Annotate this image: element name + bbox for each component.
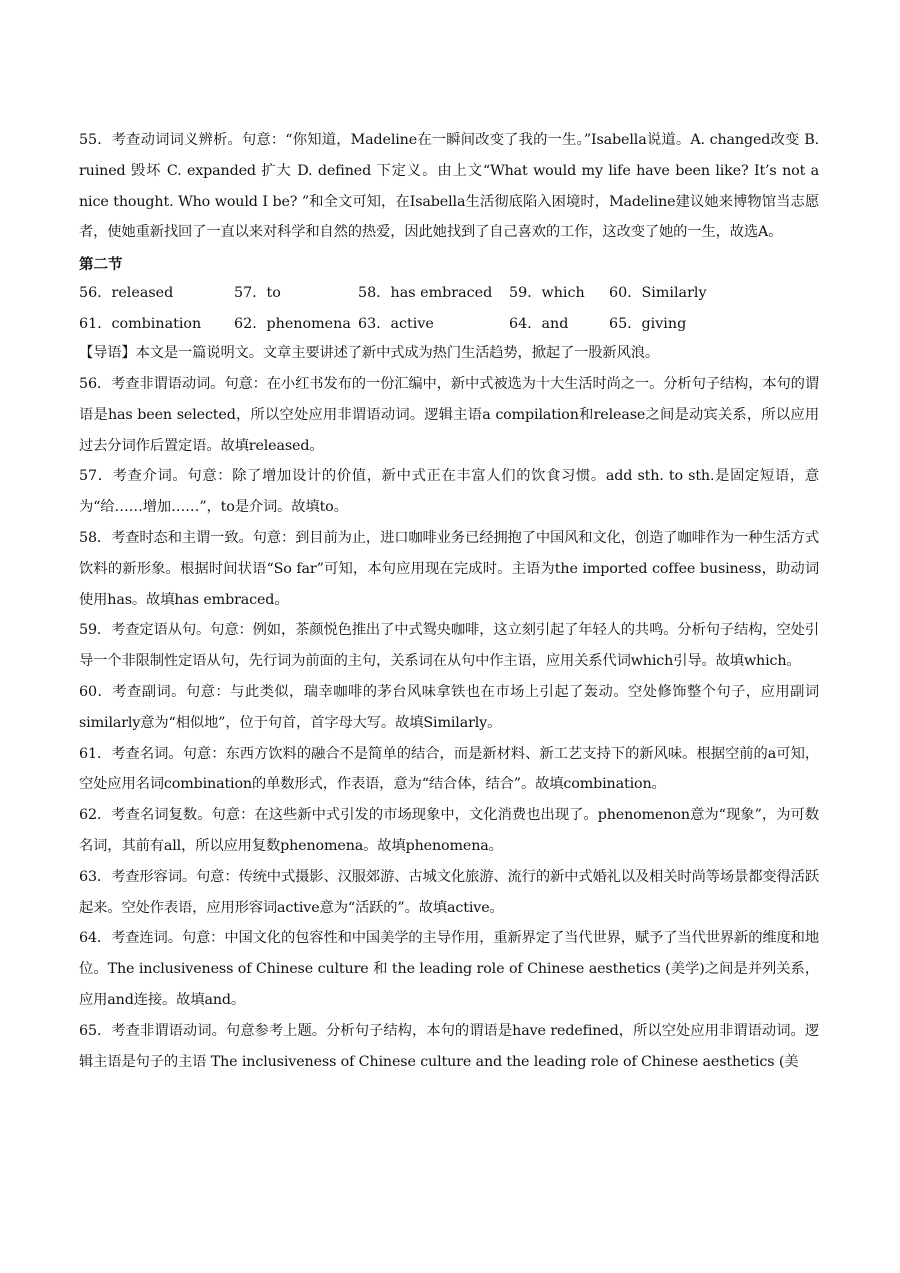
explanation-q58: 58．考查时态和主谓一致。句意：到目前为止，进口咖啡业务已经拥抱了中国风和文化，创造了咖啡作为一种生活方式饮料的新形象。根据时间状语“So far”可知，本句应用现在完成时。主语为the imported coffee business，助动词使用has。故填has embraced。 (79, 529, 819, 608)
explanation-q55: 55．考查动词词义辨析。句意：“你知道，Madeline在一瞬间改变了我的一生。”Isabella说道。A. changed改变 B. ruined 毁坏 C. expanded 扩大 D. defined 下定义。由上文“What would my life have been like? It’s not a nice thought. Who would I be? ”和全文可知，在Isabella生活彻底陷入困境时，Madeline建议她来博物馆当志愿者，使她重新找回了一直以来对科学和自然的热爱，因此她找到了自己喜欢的工作，这改变了她的一生，故选A。 (79, 132, 819, 241)
explanation-q61: 61．考查名词。句意：东西方饮料的融合不是简单的结合，而是新材料、新工艺支持下的新风味。根据空前的a可知，空处应用名词combination的单数形式，作表语，意为“结合体，结合”。故填combination。 (79, 745, 819, 793)
answer-64: 64．and (509, 315, 569, 332)
section-heading: 第二节 (79, 257, 123, 274)
answer-65: 65．giving (609, 315, 687, 332)
answer-row (79, 307, 819, 338)
answer-56: 56．released (79, 284, 174, 301)
explanation-q65: 65．考查非谓语动词。句意参考上题。分析句子结构，本句的谓语是have redefined，所以空处应用非谓语动词。逻辑主语是句子的主语 The inclusiveness of Chinese culture and the leading role of Chinese aesthetics (美 (79, 1022, 819, 1070)
explanation-q56: 56．考查非谓语动词。句意：在小红书发布的一份汇编中，新中式被选为十大生活时尚之一。分析句子结构，本句的谓语是has been selected，所以空处应用非谓语动词。逻辑主语a compilation和release之间是动宾关系，所以应用过去分词作后置定语。故填released。 (79, 375, 819, 454)
answer-62: 62．phenomena (234, 315, 351, 332)
answer-61: 61．combination (79, 315, 202, 332)
answer-57: 57．to (234, 284, 281, 301)
answer-key (79, 276, 819, 338)
passage-guide: 【导语】本文是一篇说明文。文章主要讲述了新中式成为热门生活趋势，掀起了一股新风浪。 (79, 345, 660, 362)
explanation-q62: 62．考查名词复数。句意：在这些新中式引发的市场现象中，文化消费也出现了。phenomenon意为“现象”，为可数名词，其前有all，所以应用复数phenomena。故填phenomena。 (79, 807, 819, 854)
explanation-q57: 57．考查介词。句意：除了增加设计的价值，新中式正在丰富人们的饮食习惯。add sth. to sth.是固定短语，意为“给……增加……”，to是介词。故填to。 (79, 468, 819, 516)
document-page (79, 125, 819, 1077)
answer-60: 60．Similarly (609, 284, 707, 301)
answer-59: 59．which (509, 284, 585, 301)
explanation-q64: 64．考查连词。句意：中国文化的包容性和中国美学的主导作用，重新界定了当代世界，赋予了当代世界新的维度和地位。The inclusiveness of Chinese culture 和 the leading role of Chinese aesthetics (美学)之间是并列关系，应用and连接。故填and。 (79, 930, 819, 1008)
explanation-q60: 60．考查副词。句意：与此类似，瑞幸咖啡的茅台风味拿铁也在市场上引起了轰动。空处修饰整个句子，应用副词similarly意为“相似地”，位于句首，首字母大写。故填Similarly。 (79, 683, 819, 731)
answer-row (79, 276, 819, 307)
explanation-q63: 63．考查形容词。句意：传统中式摄影、汉服郊游、古城文化旅游、流行的新中式婚礼以及相关时尚等场景都变得活跃起来。空处作表语，应用形容词active意为“活跃的”。故填active。 (79, 868, 819, 916)
answer-58: 58．has embraced (358, 284, 493, 301)
explanation-q59: 59．考查定语从句。句意：例如，茶颜悦色推出了中式鸳央咖啡，这立刻引起了年轻人的共鸣。分析句子结构，空处引导一个非限制性定语从句，先行词为前面的主句，关系词在从句中作主语，应用关系代词which引导。故填which。 (79, 622, 819, 670)
answer-63: 63．active (358, 315, 434, 332)
